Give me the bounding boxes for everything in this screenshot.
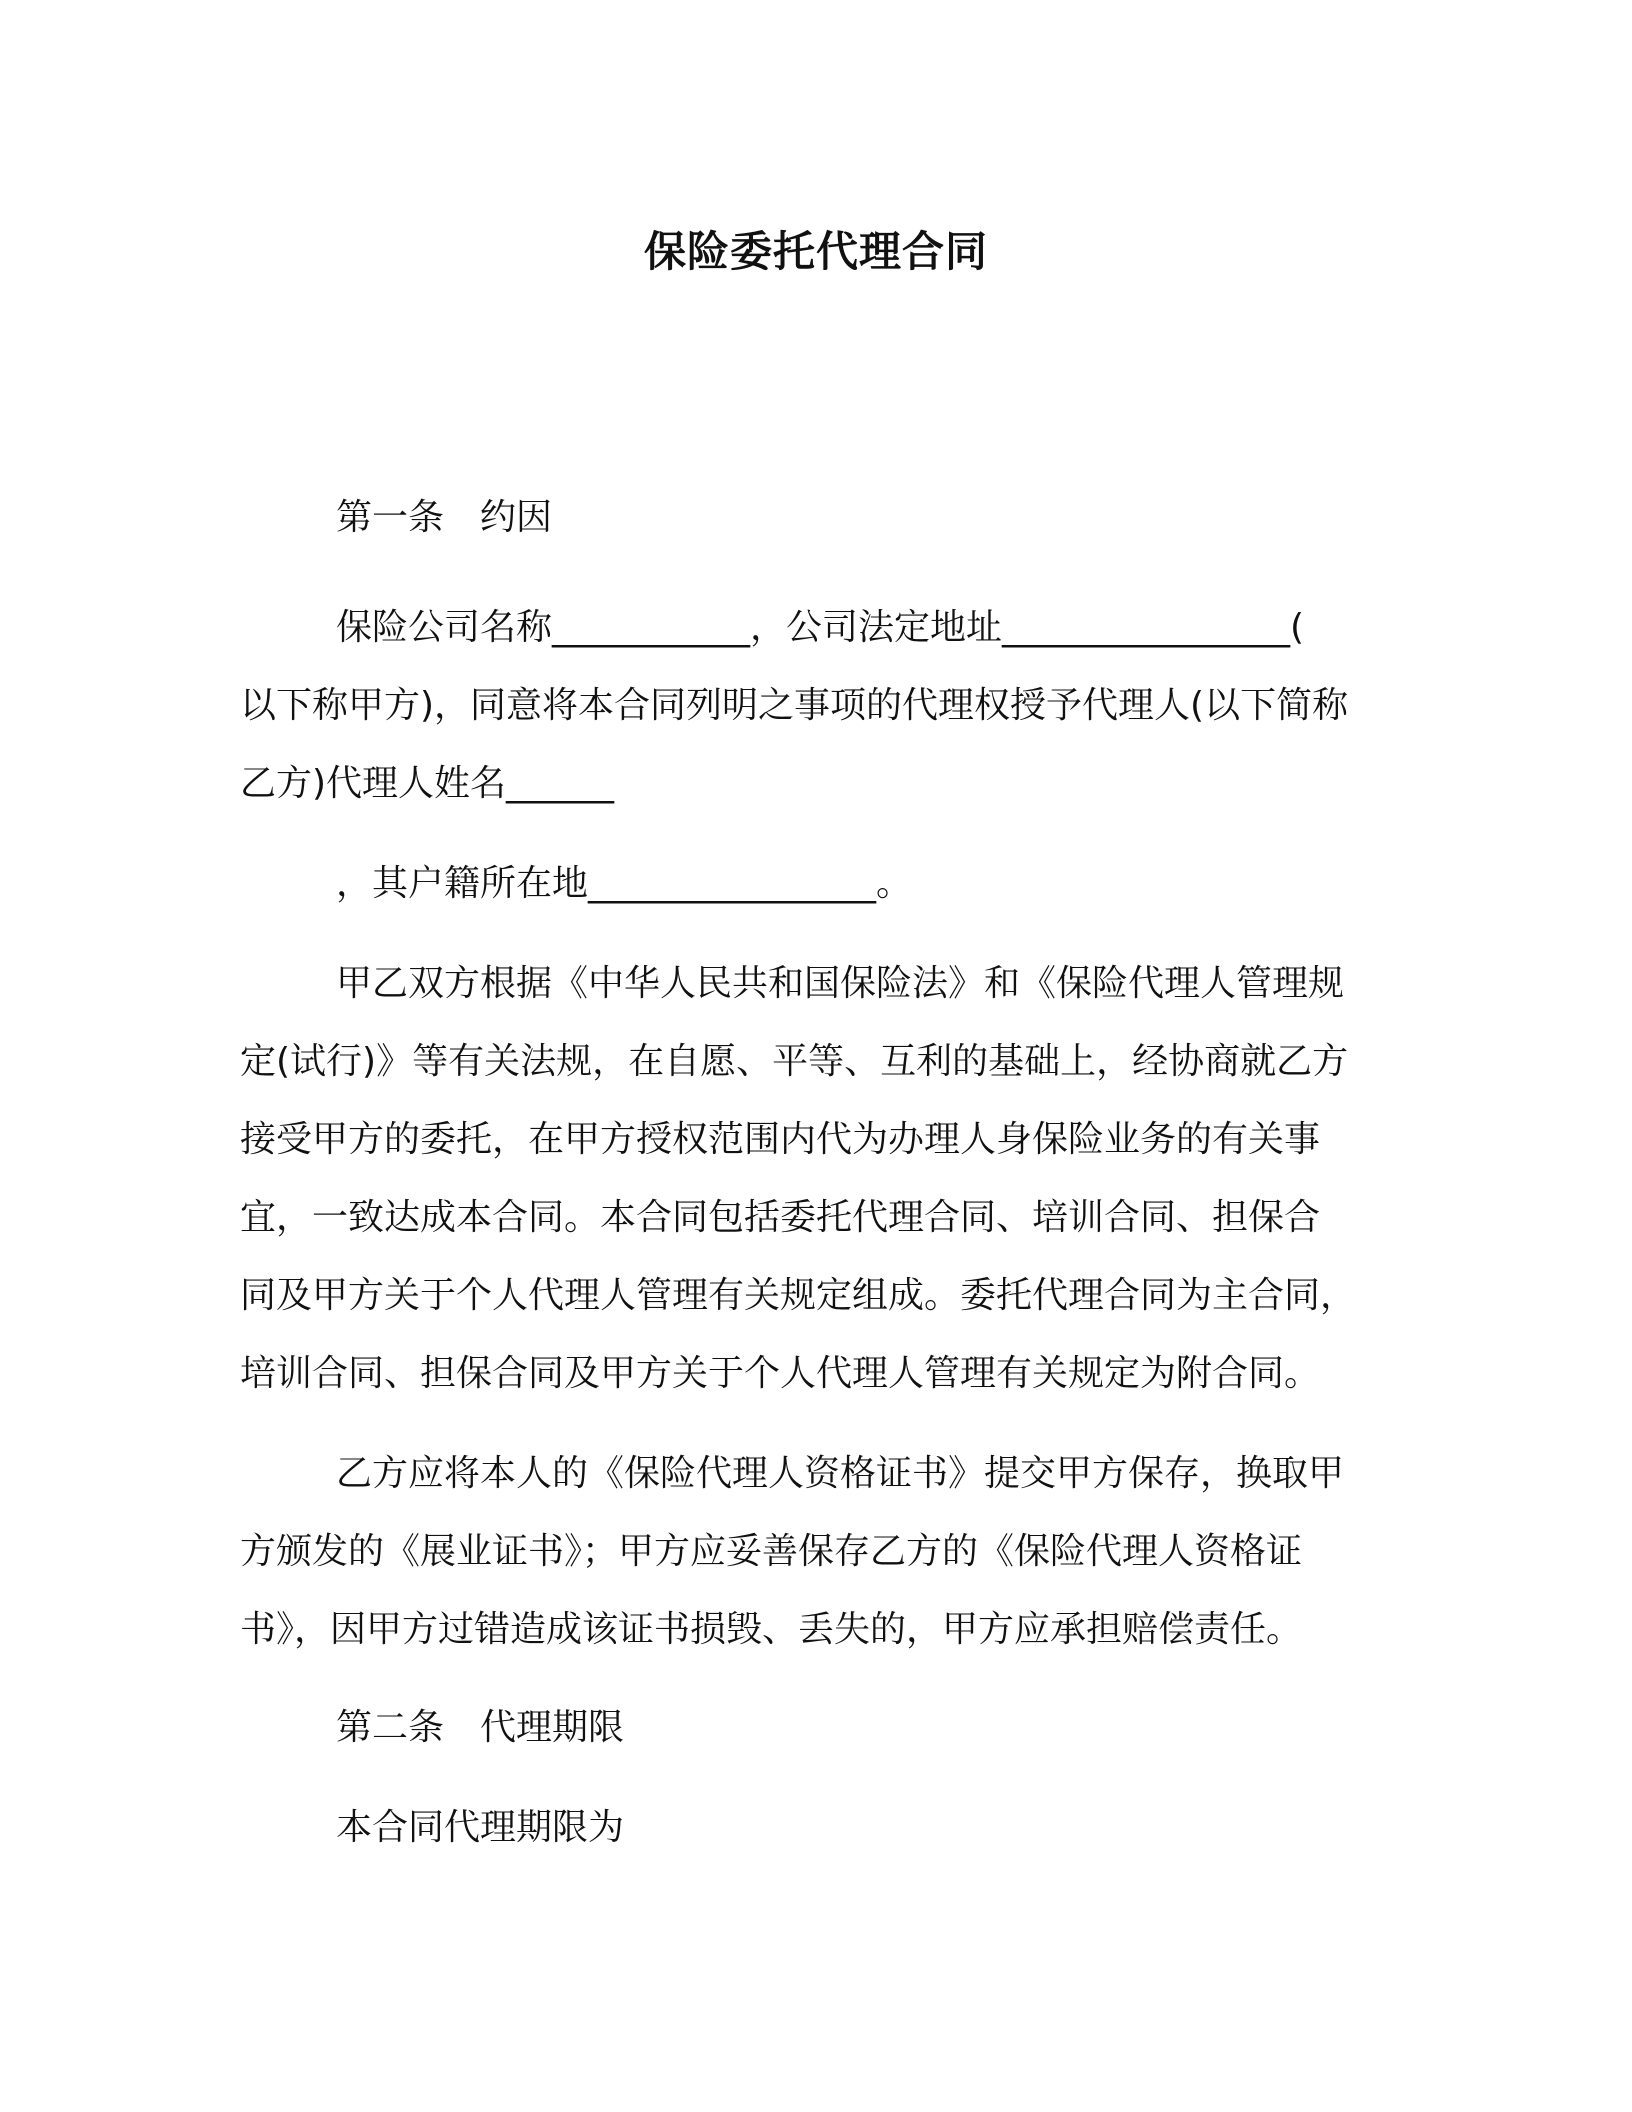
- paragraph-line: 保险公司名称___________，公司法定地址________________(: [336, 607, 1305, 648]
- paragraph-line: ，其户籍所在地________________。: [336, 863, 913, 904]
- paragraph-line: 培训合同、担保合同及甲方关于个人代理人管理有关规定为附合同。: [240, 1353, 1321, 1394]
- section-heading-1: 第一条 约因: [336, 497, 553, 538]
- paragraph-line: 接受甲方的委托，在甲方授权范围内代为办理人身保险业务的有关事: [240, 1119, 1321, 1160]
- paragraph-line: 乙方应将本人的《保险代理人资格证书》提交甲方保存，换取甲: [336, 1453, 1345, 1494]
- section-heading-2: 第二条 代理期限: [336, 1707, 625, 1748]
- paragraph-line: 方颁发的《展业证书》；甲方应妥善保存乙方的《保险代理人资格证: [240, 1531, 1303, 1572]
- paragraph-line: 宜，一致达成本合同。本合同包括委托代理合同、培训合同、担保合: [240, 1197, 1321, 1238]
- paragraph-line: 书》，因甲方过错造成该证书损毁、丢失的，甲方应承担赔偿责任。: [240, 1609, 1303, 1650]
- paragraph-line: 乙方)代理人姓名______: [240, 763, 615, 804]
- paragraph-line: 甲乙双方根据《中华人民共和国保险法》和《保险代理人管理规: [336, 963, 1345, 1004]
- paragraph-line: 本合同代理期限为: [336, 1807, 625, 1848]
- paragraph-line: 同及甲方关于个人代理人管理有关规定组成。委托代理合同为主合同，: [240, 1275, 1357, 1316]
- paragraph-line: 以下称甲方)，同意将本合同列明之事项的代理权授予代理人(以下简称: [240, 685, 1349, 726]
- document-title: 保险委托代理合同: [643, 227, 988, 276]
- paragraph-line: 定(试行)》等有关法规，在自愿、平等、互利的基础上，经协商就乙方: [240, 1041, 1349, 1082]
